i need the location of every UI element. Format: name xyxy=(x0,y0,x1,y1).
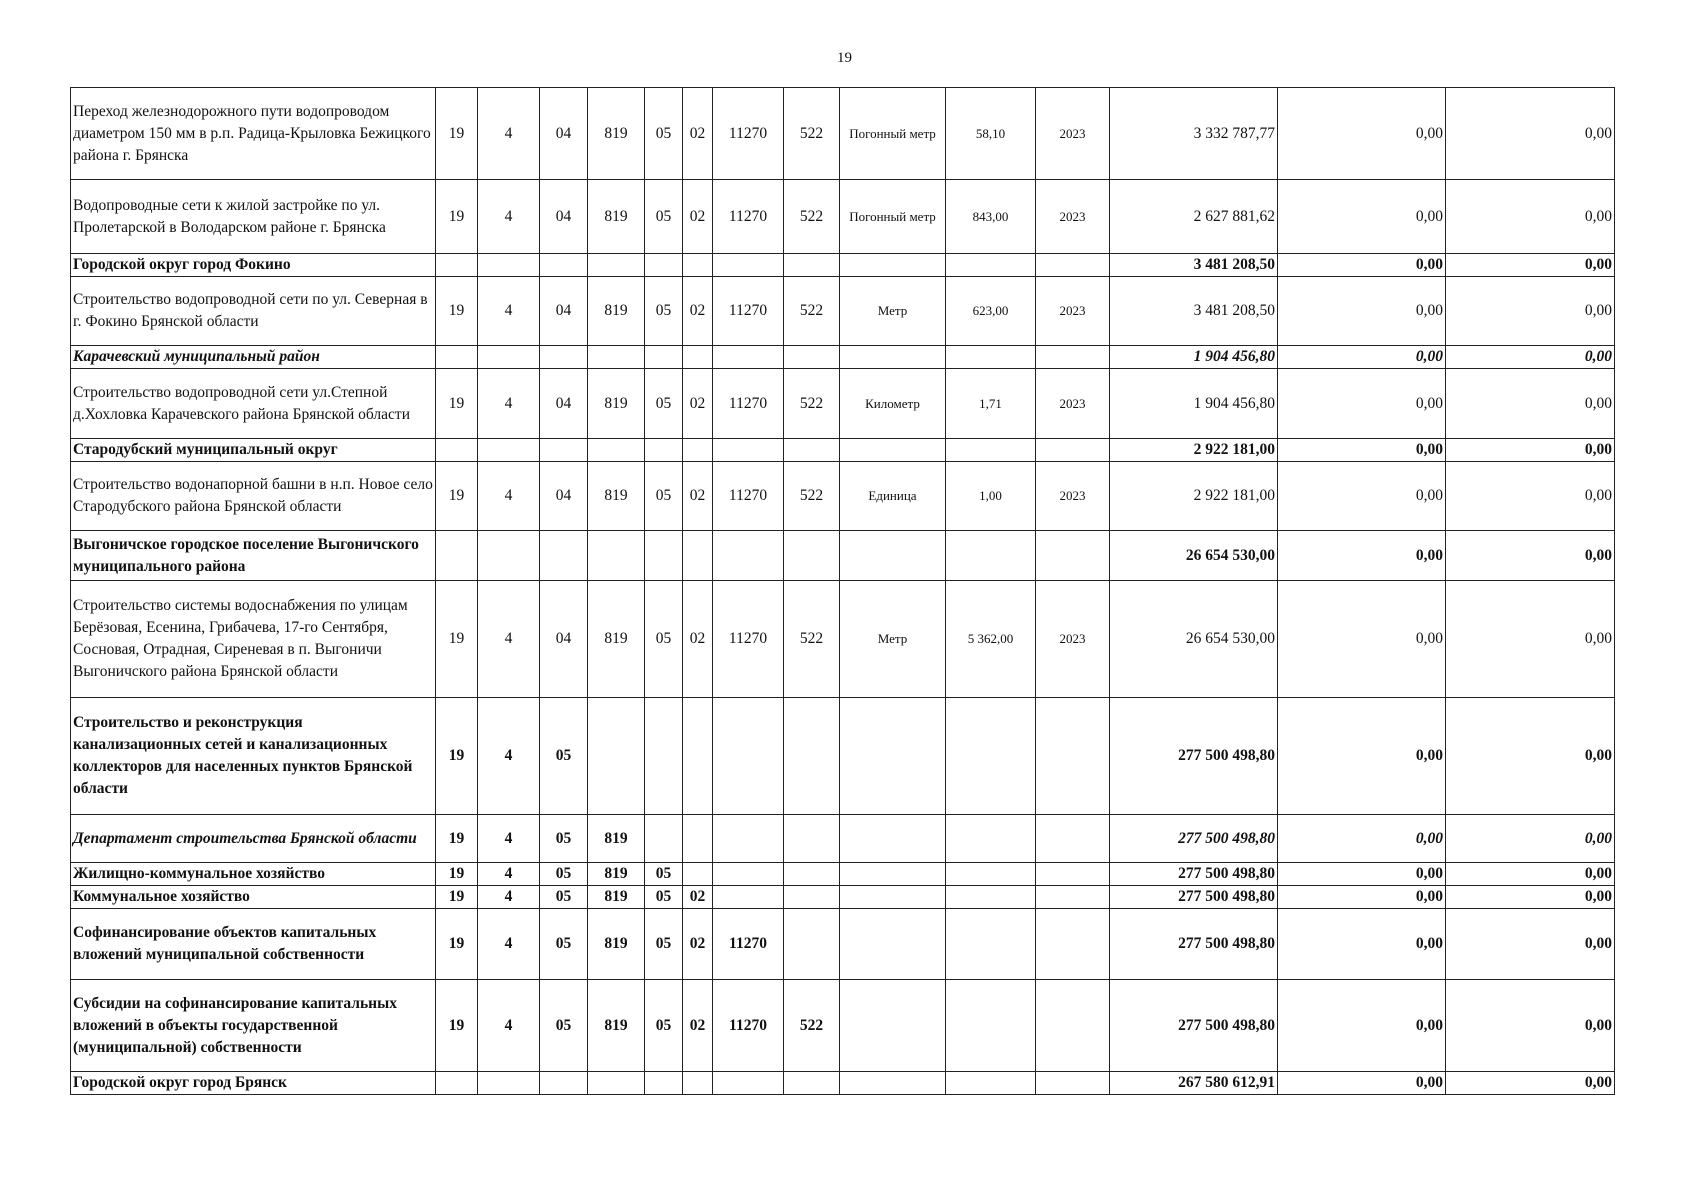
code-cell-2: 4 xyxy=(478,462,540,531)
value-2-cell: 0,00 xyxy=(1278,886,1446,909)
code-cell-6 xyxy=(683,698,713,815)
value-2-cell: 0,00 xyxy=(1278,698,1446,815)
value-3-cell: 0,00 xyxy=(1446,531,1615,581)
quantity-cell xyxy=(946,698,1036,815)
table-row xyxy=(71,815,1615,863)
row-name-cell: Строительство водопроводной сети ул.Степной д.Хохловка Карачевского района Брянской области xyxy=(71,369,436,439)
row-name-cell: Строительство водонапорной башни в н.п. Новое село Стародубского района Брянской области xyxy=(71,462,436,531)
code-cell-3: 04 xyxy=(540,277,588,346)
code-cell-7: 11270 xyxy=(713,277,784,346)
code-cell-4 xyxy=(588,346,645,369)
value-2-cell: 0,00 xyxy=(1278,180,1446,254)
code-cell-4: 819 xyxy=(588,815,645,863)
code-cell-3 xyxy=(540,531,588,581)
budget-table xyxy=(70,87,1615,1095)
amount-cell: 2 922 181,00 xyxy=(1110,439,1278,462)
code-cell-6 xyxy=(683,531,713,581)
code-cell-8 xyxy=(784,1072,840,1095)
code-cell-6: 02 xyxy=(683,980,713,1072)
row-name-cell: Стародубский муниципальный округ xyxy=(71,439,436,462)
unit-cell xyxy=(840,439,946,462)
code-cell-6 xyxy=(683,439,713,462)
code-cell-4 xyxy=(588,531,645,581)
amount-cell: 277 500 498,80 xyxy=(1110,863,1278,886)
code-cell-6 xyxy=(683,346,713,369)
table-row xyxy=(71,439,1615,462)
amount-cell: 2 922 181,00 xyxy=(1110,462,1278,531)
row-name-cell: Коммунальное хозяйство xyxy=(71,886,436,909)
amount-cell: 26 654 530,00 xyxy=(1110,531,1278,581)
code-cell-4: 819 xyxy=(588,886,645,909)
unit-cell xyxy=(840,698,946,815)
value-2-cell: 0,00 xyxy=(1278,909,1446,980)
amount-cell: 277 500 498,80 xyxy=(1110,815,1278,863)
value-3-cell: 0,00 xyxy=(1446,346,1615,369)
year-cell xyxy=(1036,863,1110,886)
value-3-cell: 0,00 xyxy=(1446,277,1615,346)
code-cell-5 xyxy=(645,698,683,815)
code-cell-5: 05 xyxy=(645,180,683,254)
code-cell-1 xyxy=(436,346,478,369)
row-name-cell: Городской округ город Брянск xyxy=(71,1072,436,1095)
code-cell-1: 19 xyxy=(436,815,478,863)
code-cell-3: 05 xyxy=(540,863,588,886)
year-cell: 2023 xyxy=(1036,180,1110,254)
code-cell-2: 4 xyxy=(478,277,540,346)
value-2-cell: 0,00 xyxy=(1278,980,1446,1072)
unit-cell xyxy=(840,815,946,863)
code-cell-3 xyxy=(540,439,588,462)
code-cell-6: 02 xyxy=(683,581,713,698)
amount-cell: 267 580 612,91 xyxy=(1110,1072,1278,1095)
code-cell-7: 11270 xyxy=(713,369,784,439)
value-3-cell: 0,00 xyxy=(1446,886,1615,909)
code-cell-5: 05 xyxy=(645,886,683,909)
code-cell-1: 19 xyxy=(436,698,478,815)
code-cell-4: 819 xyxy=(588,909,645,980)
code-cell-7: 11270 xyxy=(713,462,784,531)
table-row xyxy=(71,909,1615,980)
row-name-cell: Софинансирование объектов капитальных вложений муниципальной собственности xyxy=(71,909,436,980)
row-name-cell: Переход железнодорожного пути водопроводом диаметром 150 мм в р.п. Радица-Крыловка Бежицкого района г. Брянска xyxy=(71,88,436,180)
table-row xyxy=(71,1072,1615,1095)
row-name-cell: Субсидии на софинансирование капитальных вложений в объекты государственной (муниципальной) собственности xyxy=(71,980,436,1072)
code-cell-8 xyxy=(784,815,840,863)
value-2-cell: 0,00 xyxy=(1278,369,1446,439)
code-cell-6 xyxy=(683,815,713,863)
year-cell xyxy=(1036,346,1110,369)
year-cell xyxy=(1036,980,1110,1072)
code-cell-8 xyxy=(784,254,840,277)
row-name-cell: Карачевский муниципальный район xyxy=(71,346,436,369)
code-cell-6: 02 xyxy=(683,88,713,180)
amount-cell: 26 654 530,00 xyxy=(1110,581,1278,698)
code-cell-8 xyxy=(784,909,840,980)
quantity-cell: 1,71 xyxy=(946,369,1036,439)
value-2-cell: 0,00 xyxy=(1278,581,1446,698)
code-cell-2: 4 xyxy=(478,369,540,439)
quantity-cell xyxy=(946,439,1036,462)
code-cell-1: 19 xyxy=(436,462,478,531)
value-2-cell: 0,00 xyxy=(1278,254,1446,277)
code-cell-6 xyxy=(683,863,713,886)
value-2-cell: 0,00 xyxy=(1278,1072,1446,1095)
amount-cell: 3 481 208,50 xyxy=(1110,277,1278,346)
amount-cell: 1 904 456,80 xyxy=(1110,369,1278,439)
code-cell-5: 05 xyxy=(645,369,683,439)
page-number: 19 xyxy=(837,50,852,66)
quantity-cell: 843,00 xyxy=(946,180,1036,254)
unit-cell: Метр xyxy=(840,277,946,346)
row-name-cell: Строительство водопроводной сети по ул. Северная в г. Фокино Брянской области xyxy=(71,277,436,346)
code-cell-7 xyxy=(713,439,784,462)
code-cell-6: 02 xyxy=(683,462,713,531)
code-cell-5 xyxy=(645,815,683,863)
code-cell-6: 02 xyxy=(683,886,713,909)
code-cell-5: 05 xyxy=(645,980,683,1072)
code-cell-5 xyxy=(645,254,683,277)
code-cell-5 xyxy=(645,531,683,581)
year-cell: 2023 xyxy=(1036,581,1110,698)
code-cell-4: 819 xyxy=(588,980,645,1072)
code-cell-5: 05 xyxy=(645,88,683,180)
code-cell-3: 04 xyxy=(540,88,588,180)
code-cell-3 xyxy=(540,346,588,369)
row-name-cell: Строительство системы водоснабжения по улицам Берёзовая, Есенина, Грибачева, 17-го Сентября, Сосновая, Отрадная, Сиреневая в п. Выгоничи Выгоничского района Брянской области xyxy=(71,581,436,698)
code-cell-3: 04 xyxy=(540,180,588,254)
year-cell xyxy=(1036,531,1110,581)
code-cell-2 xyxy=(478,346,540,369)
value-2-cell: 0,00 xyxy=(1278,531,1446,581)
value-2-cell: 0,00 xyxy=(1278,346,1446,369)
value-3-cell: 0,00 xyxy=(1446,88,1615,180)
code-cell-1: 19 xyxy=(436,581,478,698)
code-cell-3: 04 xyxy=(540,369,588,439)
value-3-cell: 0,00 xyxy=(1446,180,1615,254)
row-name-cell: Строительство и реконструкция канализационных сетей и канализационных коллекторов для населенных пунктов Брянской области xyxy=(71,698,436,815)
value-3-cell: 0,00 xyxy=(1446,254,1615,277)
code-cell-5: 05 xyxy=(645,277,683,346)
amount-cell: 277 500 498,80 xyxy=(1110,698,1278,815)
value-3-cell: 0,00 xyxy=(1446,980,1615,1072)
code-cell-8: 522 xyxy=(784,88,840,180)
year-cell: 2023 xyxy=(1036,277,1110,346)
code-cell-1: 19 xyxy=(436,277,478,346)
amount-cell: 1 904 456,80 xyxy=(1110,346,1278,369)
quantity-cell xyxy=(946,254,1036,277)
code-cell-1 xyxy=(436,439,478,462)
unit-cell: Километр xyxy=(840,369,946,439)
code-cell-4: 819 xyxy=(588,369,645,439)
code-cell-2: 4 xyxy=(478,980,540,1072)
code-cell-2 xyxy=(478,439,540,462)
value-3-cell: 0,00 xyxy=(1446,439,1615,462)
unit-cell xyxy=(840,886,946,909)
code-cell-1: 19 xyxy=(436,180,478,254)
code-cell-7 xyxy=(713,254,784,277)
unit-cell xyxy=(840,980,946,1072)
table-row xyxy=(71,277,1615,346)
year-cell: 2023 xyxy=(1036,369,1110,439)
quantity-cell: 58,10 xyxy=(946,88,1036,180)
code-cell-1: 19 xyxy=(436,909,478,980)
table-row xyxy=(71,346,1615,369)
value-2-cell: 0,00 xyxy=(1278,277,1446,346)
quantity-cell xyxy=(946,815,1036,863)
code-cell-3: 05 xyxy=(540,886,588,909)
code-cell-3 xyxy=(540,1072,588,1095)
code-cell-2: 4 xyxy=(478,886,540,909)
row-name-cell: Водопроводные сети к жилой застройке по ул. Пролетарской в Володарском районе г. Брянска xyxy=(71,180,436,254)
code-cell-7 xyxy=(713,815,784,863)
table-row xyxy=(71,180,1615,254)
value-3-cell: 0,00 xyxy=(1446,1072,1615,1095)
code-cell-8 xyxy=(784,698,840,815)
code-cell-5 xyxy=(645,439,683,462)
code-cell-8: 522 xyxy=(784,462,840,531)
code-cell-3: 05 xyxy=(540,698,588,815)
code-cell-6: 02 xyxy=(683,277,713,346)
code-cell-3: 05 xyxy=(540,980,588,1072)
code-cell-4: 819 xyxy=(588,863,645,886)
code-cell-8 xyxy=(784,439,840,462)
code-cell-7: 11270 xyxy=(713,581,784,698)
code-cell-7: 11270 xyxy=(713,180,784,254)
value-2-cell: 0,00 xyxy=(1278,88,1446,180)
table-row xyxy=(71,531,1615,581)
unit-cell: Погонный метр xyxy=(840,88,946,180)
year-cell xyxy=(1036,254,1110,277)
row-name-cell: Жилищно-коммунальное хозяйство xyxy=(71,863,436,886)
unit-cell xyxy=(840,1072,946,1095)
code-cell-5: 05 xyxy=(645,581,683,698)
year-cell: 2023 xyxy=(1036,88,1110,180)
code-cell-4: 819 xyxy=(588,180,645,254)
code-cell-7 xyxy=(713,346,784,369)
amount-cell: 3 481 208,50 xyxy=(1110,254,1278,277)
amount-cell: 277 500 498,80 xyxy=(1110,980,1278,1072)
code-cell-2: 4 xyxy=(478,815,540,863)
code-cell-1 xyxy=(436,254,478,277)
code-cell-3: 05 xyxy=(540,815,588,863)
code-cell-8 xyxy=(784,886,840,909)
value-3-cell: 0,00 xyxy=(1446,863,1615,886)
code-cell-6 xyxy=(683,1072,713,1095)
code-cell-1: 19 xyxy=(436,886,478,909)
code-cell-1: 19 xyxy=(436,980,478,1072)
unit-cell: Погонный метр xyxy=(840,180,946,254)
code-cell-7: 11270 xyxy=(713,88,784,180)
value-3-cell: 0,00 xyxy=(1446,369,1615,439)
code-cell-1: 19 xyxy=(436,369,478,439)
table-row xyxy=(71,980,1615,1072)
unit-cell xyxy=(840,909,946,980)
code-cell-5: 05 xyxy=(645,909,683,980)
code-cell-5 xyxy=(645,346,683,369)
quantity-cell: 623,00 xyxy=(946,277,1036,346)
code-cell-3: 04 xyxy=(540,581,588,698)
value-3-cell: 0,00 xyxy=(1446,462,1615,531)
code-cell-4: 819 xyxy=(588,581,645,698)
code-cell-2: 4 xyxy=(478,698,540,815)
code-cell-1: 19 xyxy=(436,863,478,886)
value-2-cell: 0,00 xyxy=(1278,815,1446,863)
unit-cell xyxy=(840,531,946,581)
unit-cell xyxy=(840,254,946,277)
quantity-cell: 1,00 xyxy=(946,462,1036,531)
table-row xyxy=(71,88,1615,180)
year-cell: 2023 xyxy=(1036,462,1110,531)
year-cell xyxy=(1036,886,1110,909)
year-cell xyxy=(1036,909,1110,980)
code-cell-2 xyxy=(478,531,540,581)
code-cell-6 xyxy=(683,254,713,277)
unit-cell: Единица xyxy=(840,462,946,531)
code-cell-1: 19 xyxy=(436,88,478,180)
value-2-cell: 0,00 xyxy=(1278,863,1446,886)
code-cell-1 xyxy=(436,531,478,581)
quantity-cell xyxy=(946,909,1036,980)
code-cell-8 xyxy=(784,863,840,886)
code-cell-4: 819 xyxy=(588,277,645,346)
code-cell-1 xyxy=(436,1072,478,1095)
code-cell-4 xyxy=(588,254,645,277)
code-cell-8: 522 xyxy=(784,369,840,439)
code-cell-6: 02 xyxy=(683,369,713,439)
amount-cell: 277 500 498,80 xyxy=(1110,886,1278,909)
code-cell-4: 819 xyxy=(588,462,645,531)
code-cell-2: 4 xyxy=(478,88,540,180)
code-cell-5: 05 xyxy=(645,863,683,886)
code-cell-7 xyxy=(713,698,784,815)
unit-cell: Метр xyxy=(840,581,946,698)
table-body xyxy=(71,88,1615,1095)
row-name-cell: Городской округ город Фокино xyxy=(71,254,436,277)
year-cell xyxy=(1036,1072,1110,1095)
table-row xyxy=(71,886,1615,909)
code-cell-8: 522 xyxy=(784,180,840,254)
quantity-cell xyxy=(946,863,1036,886)
year-cell xyxy=(1036,439,1110,462)
code-cell-5 xyxy=(645,1072,683,1095)
year-cell xyxy=(1036,698,1110,815)
value-2-cell: 0,00 xyxy=(1278,439,1446,462)
quantity-cell xyxy=(946,531,1036,581)
table-row xyxy=(71,369,1615,439)
code-cell-7 xyxy=(713,863,784,886)
code-cell-6: 02 xyxy=(683,180,713,254)
code-cell-2: 4 xyxy=(478,909,540,980)
table-row xyxy=(71,863,1615,886)
code-cell-2: 4 xyxy=(478,863,540,886)
value-3-cell: 0,00 xyxy=(1446,815,1615,863)
value-3-cell: 0,00 xyxy=(1446,909,1615,980)
code-cell-4 xyxy=(588,698,645,815)
table-row xyxy=(71,254,1615,277)
code-cell-4 xyxy=(588,1072,645,1095)
code-cell-5: 05 xyxy=(645,462,683,531)
year-cell xyxy=(1036,815,1110,863)
code-cell-4 xyxy=(588,439,645,462)
amount-cell: 2 627 881,62 xyxy=(1110,180,1278,254)
code-cell-7 xyxy=(713,531,784,581)
amount-cell: 277 500 498,80 xyxy=(1110,909,1278,980)
value-3-cell: 0,00 xyxy=(1446,698,1615,815)
quantity-cell xyxy=(946,980,1036,1072)
code-cell-8: 522 xyxy=(784,277,840,346)
row-name-cell: Выгоничское городское поселение Выгоничского муниципального района xyxy=(71,531,436,581)
table-row xyxy=(71,698,1615,815)
row-name-cell: Департамент строительства Брянской области xyxy=(71,815,436,863)
code-cell-2 xyxy=(478,254,540,277)
unit-cell xyxy=(840,863,946,886)
quantity-cell xyxy=(946,886,1036,909)
code-cell-7 xyxy=(713,1072,784,1095)
code-cell-8: 522 xyxy=(784,980,840,1072)
quantity-cell: 5 362,00 xyxy=(946,581,1036,698)
code-cell-4: 819 xyxy=(588,88,645,180)
code-cell-8 xyxy=(784,346,840,369)
amount-cell: 3 332 787,77 xyxy=(1110,88,1278,180)
table-row xyxy=(71,462,1615,531)
code-cell-2: 4 xyxy=(478,581,540,698)
value-2-cell: 0,00 xyxy=(1278,462,1446,531)
code-cell-3: 04 xyxy=(540,462,588,531)
code-cell-7: 11270 xyxy=(713,909,784,980)
code-cell-8: 522 xyxy=(784,581,840,698)
unit-cell xyxy=(840,346,946,369)
code-cell-8 xyxy=(784,531,840,581)
value-3-cell: 0,00 xyxy=(1446,581,1615,698)
code-cell-3: 05 xyxy=(540,909,588,980)
quantity-cell xyxy=(946,1072,1036,1095)
code-cell-7: 11270 xyxy=(713,980,784,1072)
code-cell-2: 4 xyxy=(478,180,540,254)
table-row xyxy=(71,581,1615,698)
code-cell-6: 02 xyxy=(683,909,713,980)
quantity-cell xyxy=(946,346,1036,369)
code-cell-2 xyxy=(478,1072,540,1095)
code-cell-7 xyxy=(713,886,784,909)
code-cell-3 xyxy=(540,254,588,277)
